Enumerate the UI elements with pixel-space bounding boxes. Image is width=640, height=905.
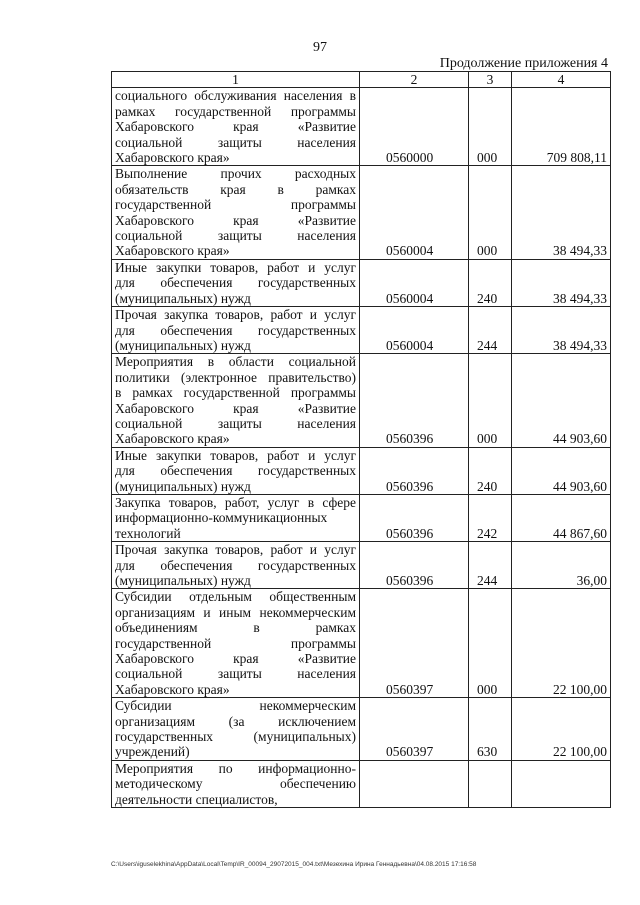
- description-line: Хабаровского края»: [115, 681, 230, 697]
- row-target-code: 0560004: [360, 166, 469, 259]
- table-row: [112, 760, 611, 807]
- description-line: для обеспечения государственных: [115, 557, 356, 573]
- row-expense-type: 000: [469, 354, 512, 447]
- row-expense-type: 240: [469, 447, 512, 494]
- row-sum: [512, 760, 611, 807]
- description-line: в рамках государственной программы: [115, 385, 356, 401]
- description-line: рамках государственной программы: [115, 103, 356, 119]
- description-line: Закупка товаров, работ, услуг в сфере: [115, 494, 356, 510]
- row-description: [112, 354, 360, 447]
- row-sum: 36,00: [512, 542, 611, 589]
- row-target-code: 0560396: [360, 447, 469, 494]
- row-expense-type: 240: [469, 259, 512, 306]
- description-line: Мероприятия по информационно-: [115, 760, 356, 776]
- row-description: [112, 494, 360, 541]
- description-line: Субсидии отдельным общественным: [115, 589, 356, 605]
- description-line: государственной программы: [115, 635, 356, 651]
- row-sum: 22 100,00: [512, 698, 611, 761]
- row-target-code: 0560004: [360, 259, 469, 306]
- description-line: методическому обеспечению: [115, 776, 356, 792]
- header-col-3: 3: [469, 72, 512, 88]
- row-description: [112, 589, 360, 698]
- row-expense-type: 630: [469, 698, 512, 761]
- row-target-code: 0560004: [360, 307, 469, 354]
- header-col-2: 2: [360, 72, 469, 88]
- row-target-code: [360, 760, 469, 807]
- description-line: Хабаровского края»: [115, 431, 230, 447]
- table-row: [112, 698, 611, 761]
- budget-table: [111, 71, 611, 808]
- description-line: социальной защиты населения: [115, 228, 356, 244]
- row-target-code: 0560397: [360, 589, 469, 698]
- description-line: Хабаровского края «Развитие: [115, 400, 356, 416]
- row-description: [112, 698, 360, 761]
- table-row: [112, 88, 611, 166]
- description-line: для обеспечения государственных: [115, 275, 356, 291]
- row-description: [112, 88, 360, 166]
- row-sum: 38 494,33: [512, 166, 611, 259]
- row-expense-type: 000: [469, 589, 512, 698]
- description-line: Хабаровского края «Развитие: [115, 119, 356, 135]
- description-line: технологий: [115, 525, 181, 541]
- table-row: [112, 542, 611, 589]
- row-target-code: 0560397: [360, 698, 469, 761]
- description-line: Хабаровского края «Развитие: [115, 212, 356, 228]
- row-description: [112, 542, 360, 589]
- description-line: государственных (муниципальных): [115, 729, 356, 745]
- description-line: (муниципальных) нужд: [115, 337, 251, 353]
- table-row: [112, 307, 611, 354]
- row-sum: 44 903,60: [512, 354, 611, 447]
- row-sum: 38 494,33: [512, 259, 611, 306]
- table-row: [112, 494, 611, 541]
- description-line: государственной программы: [115, 197, 356, 213]
- description-line: Хабаровского края «Развитие: [115, 651, 356, 667]
- table-row: [112, 447, 611, 494]
- row-expense-type: 242: [469, 494, 512, 541]
- row-expense-type: [469, 760, 512, 807]
- description-line: Прочая закупка товаров, работ и услуг: [115, 307, 356, 323]
- description-line: социальной защиты населения: [115, 666, 356, 682]
- description-line: организациям и иным некоммерческим: [115, 604, 356, 620]
- continuation-label: Продолжение приложения 4: [439, 56, 608, 71]
- description-line: Хабаровского края»: [115, 243, 230, 259]
- description-line: организациям (за исключением: [115, 713, 356, 729]
- table-row: [112, 354, 611, 447]
- description-line: (муниципальных) нужд: [115, 478, 251, 494]
- description-line: политики (электронное правительство): [115, 369, 356, 385]
- description-line: (муниципальных) нужд: [115, 573, 251, 588]
- description-line: для обеспечения государственных: [115, 322, 356, 338]
- row-sum: 38 494,33: [512, 307, 611, 354]
- table-row: [112, 589, 611, 698]
- row-target-code: 0560396: [360, 494, 469, 541]
- description-line: Иные закупки товаров, работ и услуг: [115, 259, 356, 275]
- row-sum: 44 867,60: [512, 494, 611, 541]
- row-expense-type: 000: [469, 88, 512, 166]
- row-description: [112, 447, 360, 494]
- row-sum: 709 808,11: [512, 88, 611, 166]
- file-path-footer: C:\Users\iguselekhina\AppData\Local\Temp\IR_00094_29072015_004.txt\Мезехина Ирина Геннадьевна\04.08.2015 17:16:58: [111, 861, 477, 868]
- description-line: социального обслуживания населения в: [115, 88, 356, 104]
- row-sum: 22 100,00: [512, 589, 611, 698]
- table-row: [112, 259, 611, 306]
- description-line: Иные закупки товаров, работ и услуг: [115, 447, 356, 463]
- description-line: информационно-коммуникационных: [115, 510, 328, 526]
- description-line: (муниципальных) нужд: [115, 290, 251, 306]
- header-col-1: 1: [112, 72, 360, 88]
- page-number: 97: [313, 40, 327, 55]
- row-target-code: 0560000: [360, 88, 469, 166]
- row-description: [112, 307, 360, 354]
- description-line: Хабаровского края»: [115, 150, 230, 166]
- description-line: объединениям в рамках: [115, 620, 356, 636]
- table-row: [112, 166, 611, 259]
- description-line: социальной защиты населения: [115, 415, 356, 431]
- description-line: социальной защиты населения: [115, 134, 356, 150]
- row-target-code: 0560396: [360, 354, 469, 447]
- row-expense-type: 000: [469, 166, 512, 259]
- description-line: для обеспечения государственных: [115, 463, 356, 479]
- description-line: Выполнение прочих расходных: [115, 166, 356, 182]
- row-target-code: 0560396: [360, 542, 469, 589]
- table-header-row: [112, 72, 611, 88]
- description-line: Мероприятия в области социальной: [115, 354, 356, 370]
- row-expense-type: 244: [469, 307, 512, 354]
- header-col-4: 4: [512, 72, 611, 88]
- description-line: обязательств края в рамках: [115, 181, 356, 197]
- row-sum: 44 903,60: [512, 447, 611, 494]
- description-line: деятельности специалистов,: [115, 791, 278, 807]
- description-line: Прочая закупка товаров, работ и услуг: [115, 542, 356, 558]
- row-description: [112, 259, 360, 306]
- row-description: [112, 166, 360, 259]
- row-expense-type: 244: [469, 542, 512, 589]
- description-line: учреждений): [115, 744, 190, 760]
- row-description: [112, 760, 360, 807]
- description-line: Субсидии некоммерческим: [115, 698, 356, 714]
